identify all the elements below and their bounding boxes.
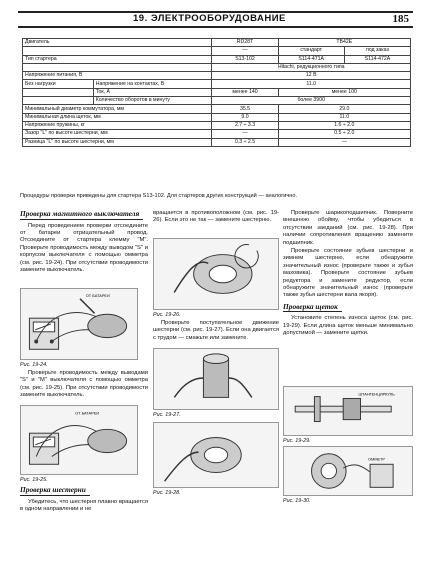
- table-cell: Без нагрузки: [23, 80, 94, 88]
- page-number: 185: [392, 13, 409, 25]
- table-cell: 0.5 ÷ 2.0: [278, 130, 410, 138]
- table-cell: 11.0: [278, 113, 410, 121]
- heading-brush-check: Проверка щеток: [283, 303, 342, 313]
- caption-19-24: Рис. 19-24.: [20, 362, 48, 368]
- pinion-slide-illustration: [154, 349, 278, 409]
- table-cell: S114-471A: [278, 55, 344, 63]
- ohmmeter-test-illustration: [21, 406, 137, 474]
- brush-holder-ohmmeter-illustration: [284, 447, 412, 495]
- paragraph: Проверьте шарикоподшипник. Поверните внешнюю обойму, чтобы убедиться в отсутствии заеданий (см. рис. 19-28). При наличии сопротивления вращению замените подшипник.: [283, 210, 413, 246]
- caption-19-27: Рис. 19-27.: [153, 412, 181, 418]
- table-row: [23, 130, 411, 138]
- table-cell: 35.5: [212, 105, 278, 113]
- table-cell: [23, 63, 212, 71]
- table-cell: под заказ: [344, 47, 410, 55]
- paragraph: Проверьте проводимость между выводами "S" и "М" выключателя с помощью омметра (см. рис. 19-25). При отсутствии проводимости замените выключатель.: [20, 370, 148, 399]
- table-cell: более 3900: [212, 97, 411, 105]
- figure-19-26: [153, 238, 279, 310]
- battery-label: ОТ БАТАРЕИ: [85, 292, 110, 298]
- table-cell: 9.0: [212, 113, 278, 121]
- battery-label: ОТ БАТАРЕИ: [75, 410, 100, 416]
- table-row: [23, 138, 411, 146]
- table-cell: [23, 88, 94, 96]
- pinion-rotation-illustration: [154, 239, 278, 309]
- table-cell: Hitachi, редукционного типа: [212, 63, 411, 71]
- table-cell: 11.0: [212, 80, 411, 88]
- table-cell: 1.6 ÷ 2.0: [278, 121, 410, 129]
- table-cell: Ток, А: [93, 88, 212, 96]
- table-row: [23, 88, 411, 96]
- table-cell: 29.0: [278, 105, 410, 113]
- table-cell: менее 140: [212, 88, 278, 96]
- paragraph: Убедитесь, что шестерня плавно вращается в одном направлении и не: [20, 498, 148, 512]
- table-cell: 2.7 ÷ 3.3: [212, 121, 278, 129]
- paragraph: Установите степень износа щеток (см. рис. 19-29). Если длина щеток меньше минимально допустимой — замените щетки.: [283, 315, 413, 337]
- column-2: [153, 210, 279, 225]
- bearing-check-illustration: [154, 423, 278, 487]
- heading-pinion-check: Проверка шестерни: [20, 486, 90, 496]
- caliper-label: ШТАНГЕНЦИРКУЛЬ: [358, 392, 395, 397]
- caliper-measure-illustration: [284, 387, 412, 435]
- table-cell: менее 100: [278, 88, 410, 96]
- table-row: [23, 55, 411, 63]
- table-cell: [23, 97, 94, 105]
- table-cell: TB42E: [278, 39, 410, 47]
- table-cell: Количество оборотов в минуту: [93, 97, 212, 105]
- column-1: [20, 210, 148, 275]
- procedure-note: Процедуры проверки приведены для стартера S13-102. Для стартеров других конструкций — аналогично.: [20, 193, 298, 199]
- table-cell: S114-472A: [344, 55, 410, 63]
- paragraph: Проверьте поступательное движение шестерни (см. рис. 19-27). Если она двигается с трудом — смажьте или замените.: [153, 320, 279, 341]
- table-row: [23, 80, 411, 88]
- table-row: [23, 97, 411, 105]
- heading-magnetic-switch: Проверка магнитного выключателя: [20, 210, 143, 220]
- paragraph: Перед проведением проверки отсоедините от батареи отрицательный провод. Отсоедините от стартера клемму "М". Проверьте проводимость между выводом "S" и корпусом выключателя с помощью омметра (см. рис. 19-24). При отсутствии проводимости замените выключатель.: [20, 222, 148, 273]
- column-2b: [153, 320, 279, 343]
- starter-spec-table: [22, 38, 411, 147]
- table-cell: Минимальный диаметр коммутатора, мм: [23, 105, 212, 113]
- table-row: [23, 72, 411, 80]
- table-cell: Напряжение пружины, кг: [23, 121, 212, 129]
- table-cell: 12 В: [212, 72, 411, 80]
- table-cell: —: [278, 138, 410, 146]
- table-cell: Минимальная длина щеток, мм: [23, 113, 212, 121]
- table-cell: Двигатель: [23, 39, 212, 47]
- table-row: [23, 47, 411, 55]
- table-cell: —: [212, 130, 278, 138]
- table-cell: RD28T: [212, 39, 278, 47]
- caption-19-25: Рис. 19-25.: [20, 477, 48, 483]
- table-row: [23, 113, 411, 121]
- figure-19-24: [20, 288, 138, 360]
- table-cell: —: [212, 47, 278, 55]
- table-cell: Зазор "L" по высоте шестерни, мм: [23, 130, 212, 138]
- figure-19-27: [153, 348, 279, 410]
- table-cell: Напряжение на контактах, В: [93, 80, 212, 88]
- table-row: [23, 121, 411, 129]
- ohmmeter-test-illustration: [21, 289, 137, 359]
- caption-19-30: Рис. 19-30.: [283, 498, 311, 504]
- table-cell: стандарт: [278, 47, 344, 55]
- caption-19-28: Рис. 19-28.: [153, 490, 181, 496]
- table-cell: Разница "L" по высоте шестерни, мм: [23, 138, 212, 146]
- paragraph: Проверьте состояние зубьев шестерни и зимнем шестерню, если обнаружите значительный износ (проверьте также и зубья маховика). Проверьте состояние зубьев редуктора и замените редуктор, если обнаружите значительный износ (проверьте также зубья шестерни вала якоря).: [283, 248, 413, 299]
- table-cell: [23, 47, 212, 55]
- table-cell: Напряжение питания, В: [23, 72, 212, 80]
- ohmmeter-label: ОММЕТР: [368, 457, 385, 462]
- table-cell: S13-102: [212, 55, 278, 63]
- column-1b: [20, 370, 148, 401]
- column-3: [283, 210, 413, 339]
- figure-19-30: [283, 446, 413, 496]
- table-cell: 0.3 ÷ 2.5: [212, 138, 278, 146]
- caption-19-29: Рис. 19-29.: [283, 438, 311, 444]
- paragraph: вращается в противоположном (см. рис. 19-26). Если это не так — замените шестерню.: [153, 210, 279, 224]
- chapter-title: 19. ЭЛЕКТРООБОРУДОВАНИЕ: [133, 13, 286, 24]
- table-row: [23, 63, 411, 71]
- table-cell: Тип стартера: [23, 55, 212, 63]
- caption-19-26: Рис. 19-26.: [153, 312, 181, 318]
- table-row: [23, 105, 411, 113]
- page-header: [18, 11, 413, 28]
- figure-19-25: [20, 405, 138, 475]
- table-row: [23, 39, 411, 47]
- figure-19-28: [153, 422, 279, 488]
- figure-19-29: [283, 386, 413, 436]
- column-1c: [20, 486, 148, 514]
